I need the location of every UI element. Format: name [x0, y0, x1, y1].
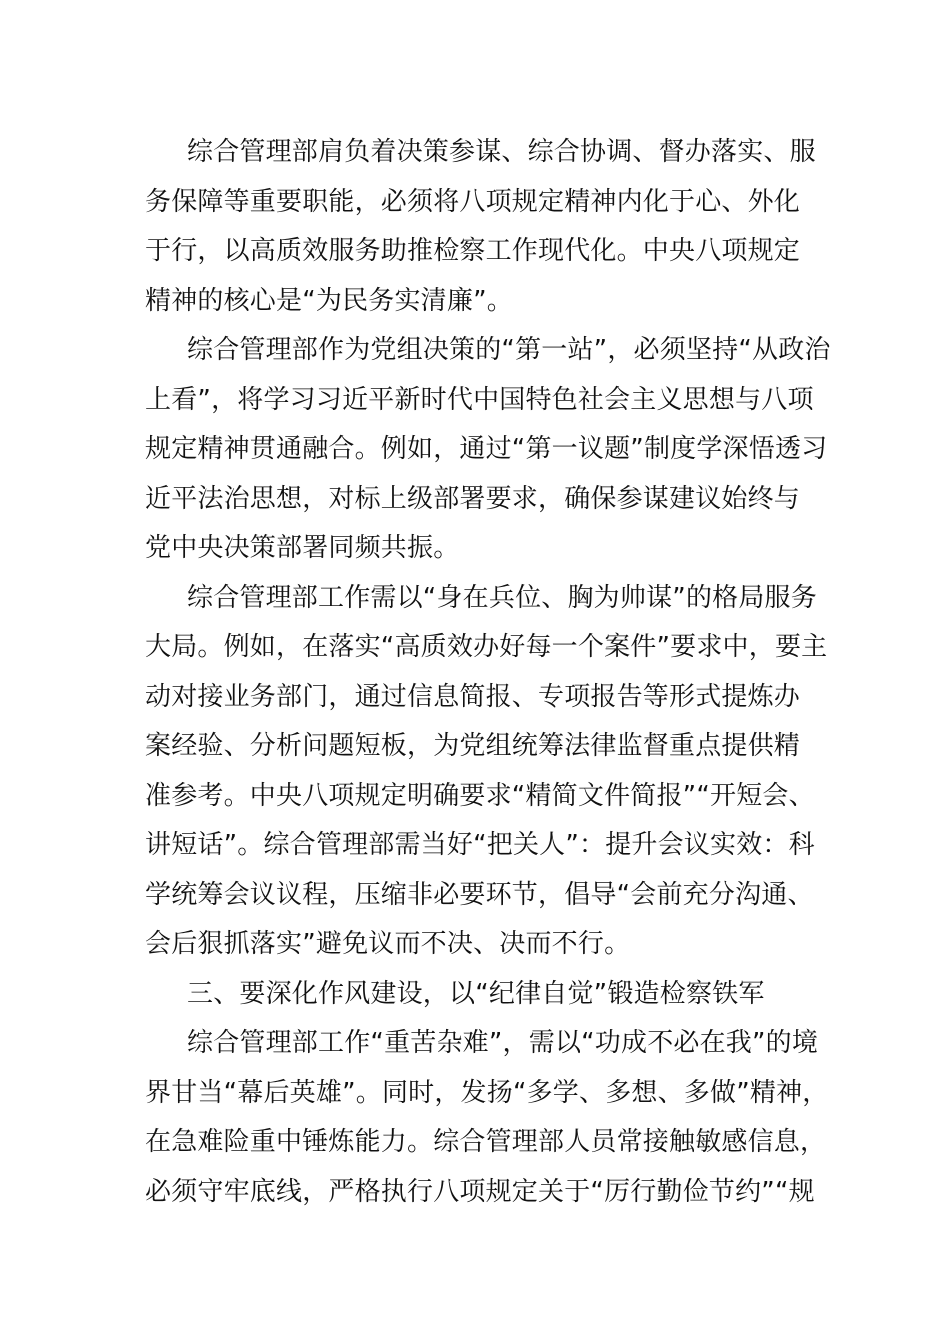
paragraph-3-line-1: 综合管理部工作需以“身在兵位、胸为帅谋”的格局服务: [187, 582, 817, 613]
paragraph-3-line-3: 动对接业务部门，通过信息简报、专项报告等形式提炼办: [145, 681, 801, 712]
paragraph-4-line-3: 在急难险重中锤炼能力。综合管理部人员常接触敏感信息，: [145, 1127, 827, 1157]
paragraph-3-line-6: 讲短话”。综合管理部需当好“把关人”：提升会议实效：科: [145, 830, 815, 860]
paragraph-4-line-1: 综合管理部工作“重苦杂难”，需以“功成不必在我”的境: [187, 1028, 819, 1058]
paragraph-2-line-1: 综合管理部作为党组决策的“第一站”，必须坚持“从政治: [187, 335, 831, 365]
paragraph-3-line-4: 案经验、分析问题短板，为党组统筹法律监督重点提供精: [145, 731, 801, 761]
section-heading: 三、要深化作风建设，以“纪律自觉”锻造检察铁军: [187, 978, 765, 1009]
paragraph-2-line-5: 党中央决策部署同频共振。: [145, 533, 460, 563]
paragraph-3-line-5: 准参考。中央八项规定明确要求“精简文件简报”“开短会、: [145, 780, 815, 811]
document-body: [145, 128, 831, 1217]
paragraph-2-line-4: 近平法治思想，对标上级部署要求，确保参谋建议始终与: [145, 483, 801, 514]
paragraph-1-line-4: 精神的核心是“为民务实清廉”。: [145, 285, 513, 316]
paragraph-2-line-3: 规定精神贯通融合。例如，通过“第一议题”制度学深悟透习: [145, 434, 828, 464]
paragraph-4-line-4: 必须守牢底线，严格执行八项规定关于“厉行勤俭节约”“规: [145, 1176, 815, 1207]
paragraph-4-line-2: 界甘当“幕后英雄”。同时，发扬“多学、多想、多做”精神，: [145, 1077, 829, 1108]
paragraph-1-line-1: 综合管理部肩负着决策参谋、综合协调、督办落实、服: [187, 137, 816, 167]
paragraph-1-line-2: 务保障等重要职能，必须将八项规定精神内化于心、外化: [145, 186, 801, 217]
paragraph-3-line-7: 学统筹会议议程，压缩非必要环节，倡导“会前充分沟通、: [145, 879, 814, 910]
paragraph-2-line-2: 上看”，将学习习近平新时代中国特色社会主义思想与八项: [145, 384, 814, 415]
paragraph-3-line-8: 会后狠抓落实”避免议而不决、决而不行。: [145, 929, 631, 959]
paragraph-3-line-2: 大局。例如，在落实“高质效办好每一个案件”要求中，要主: [145, 632, 828, 662]
paragraph-1-line-3: 于行，以高质效服务助推检察工作现代化。中央八项规定: [145, 236, 801, 266]
